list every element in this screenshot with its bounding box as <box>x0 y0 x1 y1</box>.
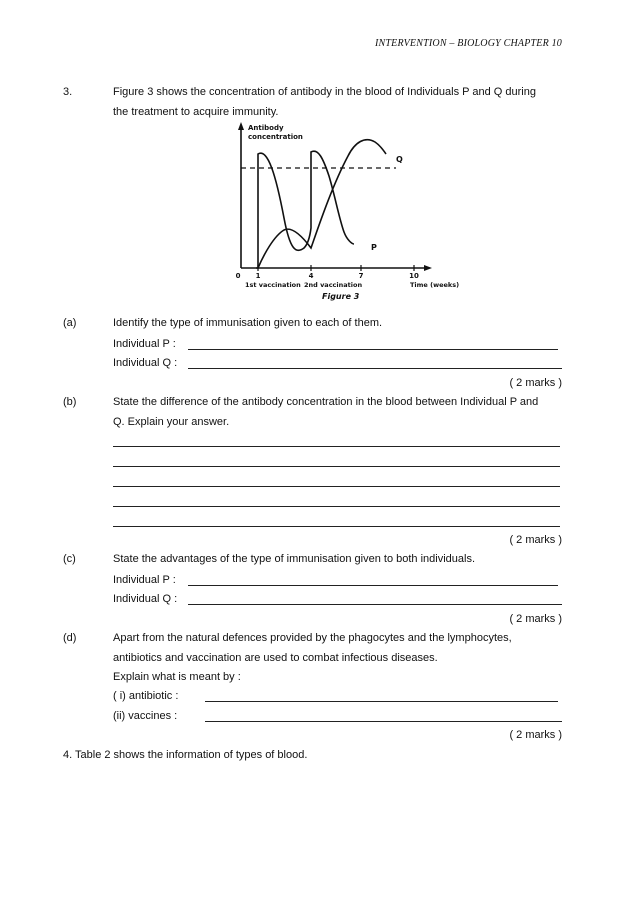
x-axis-label: Time (weeks) <box>410 281 460 289</box>
figure-caption: Figure 3 <box>322 292 360 301</box>
marks-label: ( 2 marks ) <box>509 729 562 741</box>
y-axis-label: concentration <box>248 133 303 141</box>
x-tick-label: 7 <box>358 272 364 280</box>
answer-line[interactable] <box>113 446 560 447</box>
answer-line[interactable] <box>205 701 558 702</box>
part-label: (a) <box>63 317 77 329</box>
question-intro: the treatment to acquire immunity. <box>113 106 279 118</box>
answer-line[interactable] <box>205 721 562 722</box>
part-question: State the advantages of the type of immunisation given to both individuals. <box>113 553 476 565</box>
curve-label-p: P <box>371 243 377 252</box>
part-label: (d) <box>63 632 77 644</box>
antibody-graph-figure <box>228 118 460 303</box>
answer-label: Individual Q : <box>113 357 178 369</box>
question-number: 3. <box>63 86 73 98</box>
x-event-label: 1st vaccination <box>245 281 301 289</box>
y-axis-arrow <box>238 122 244 130</box>
question-4-intro: 4. Table 2 shows the information of types of blood. <box>63 749 308 761</box>
answer-line[interactable] <box>113 486 560 487</box>
answer-line[interactable] <box>188 604 562 605</box>
part-label: (c) <box>63 553 76 565</box>
x-tick-label: 0 <box>235 272 241 280</box>
part-question: Identify the type of immunisation given to each of them. <box>113 317 383 329</box>
answer-label: Individual Q : <box>113 593 178 605</box>
answer-label: ( i) antibiotic : <box>113 690 179 702</box>
answer-line[interactable] <box>113 466 560 467</box>
x-tick-label: 10 <box>409 272 419 280</box>
marks-label: ( 2 marks ) <box>509 377 562 389</box>
answer-line[interactable] <box>188 585 558 586</box>
part-label: (b) <box>63 396 77 408</box>
marks-label: ( 2 marks ) <box>509 613 562 625</box>
antibody-graph <box>228 118 460 303</box>
part-question: Q. Explain your answer. <box>113 416 230 428</box>
answer-line[interactable] <box>188 368 562 369</box>
curve-p <box>256 151 354 268</box>
x-event-label: 2nd vaccination <box>304 281 363 289</box>
x-axis-arrow <box>424 265 432 271</box>
answer-label: (ii) vaccines : <box>113 710 178 722</box>
answer-label: Individual P : <box>113 338 176 350</box>
part-question: Apart from the natural defences provided by the phagocytes and the lymphocytes, <box>113 632 512 644</box>
answer-line[interactable] <box>188 349 558 350</box>
part-question: State the difference of the antibody concentration in the blood between Individual P and <box>113 396 539 408</box>
answer-line[interactable] <box>113 506 560 507</box>
answer-line[interactable] <box>113 526 560 527</box>
answer-label: Individual P : <box>113 574 176 586</box>
x-tick-label: 4 <box>308 272 314 280</box>
curve-label-q: Q <box>396 155 403 164</box>
page-header: INTERVENTION – BIOLOGY CHAPTER 10 <box>375 38 562 49</box>
x-tick-label: 1 <box>255 272 261 280</box>
part-question: Explain what is meant by : <box>113 671 241 683</box>
marks-label: ( 2 marks ) <box>509 534 562 546</box>
y-axis-label: Antibody <box>248 124 284 132</box>
question-intro: Figure 3 shows the concentration of antibody in the blood of Individuals P and Q during <box>113 86 536 98</box>
part-question: antibiotics and vaccination are used to combat infectious diseases. <box>113 652 438 664</box>
